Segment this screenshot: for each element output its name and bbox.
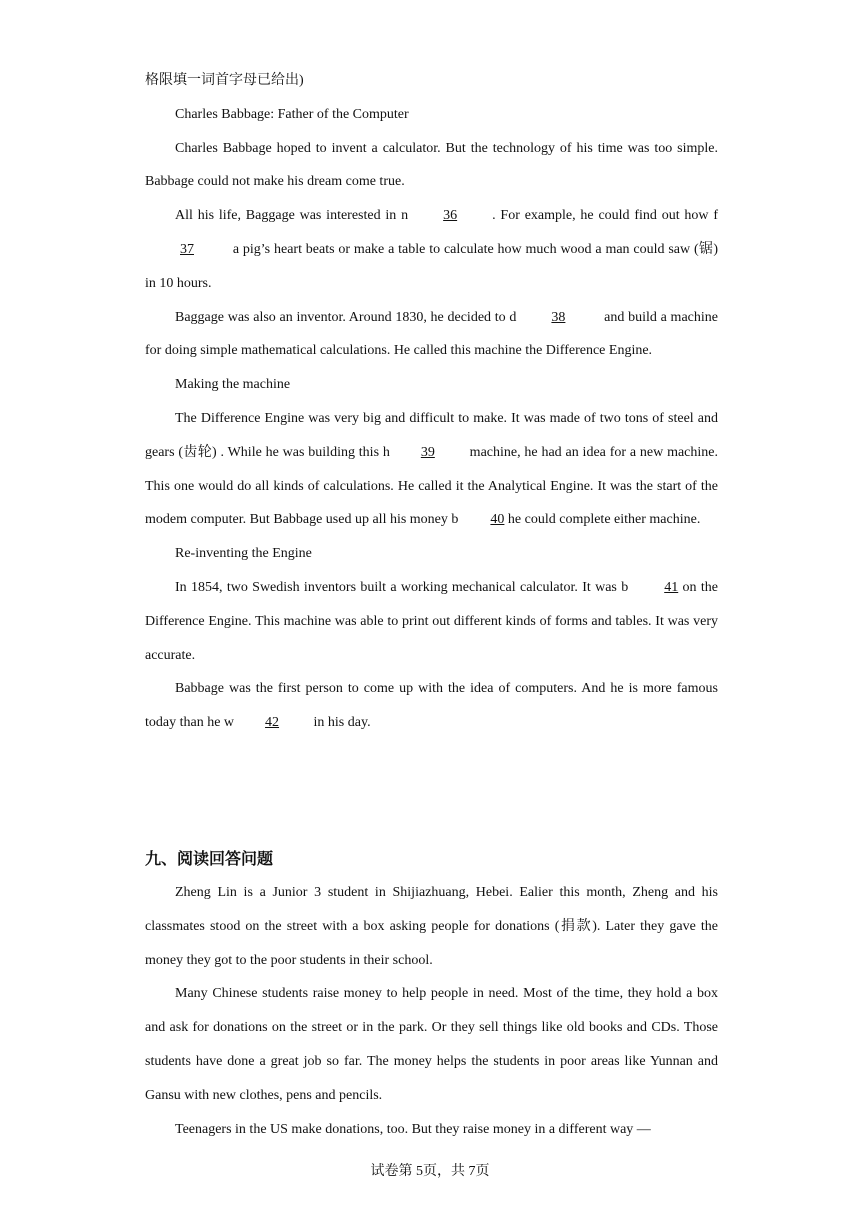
blank-37[interactable]: 37: [180, 241, 194, 257]
paragraph-3: Baggage was also an inventor. Around 1830, he decided to d 38 and build a machine for doing simple mathematical calculations. He called this machine the Difference Engine.: [145, 301, 718, 369]
subheading-making-machine: Making the machine: [175, 377, 291, 393]
page-content: [145, 64, 719, 1137]
paragraph-5: In 1854, two Swedish inventors built a working mechanical calculator. It was b 41 on the Difference Engine. This machine was able to print out different kinds of forms and tables. It was very accurate.: [145, 571, 718, 672]
blank-38[interactable]: 38: [551, 309, 566, 325]
section-heading: 九、阅读回答问题: [145, 849, 274, 868]
paragraph-1: Charles Babbage hoped to invent a calculator. But the technology of his time was too simple. Babbage could not make his dream come true.: [145, 140, 718, 190]
reading-paragraph-1: Zheng Lin is a Junior 3 student in Shijiazhuang, Hebei. Ealier this month, Zheng and his classmates stood on the street with a box asking people for donations (捐款). Later they gave the money they got to the poor students in their school.: [145, 885, 718, 968]
passage-title: Charles Babbage: Father of the Computer: [175, 106, 409, 122]
page-footer: 试卷第 5页，共 7页: [370, 1164, 490, 1179]
subheading-reinventing: Re-inventing the Engine: [175, 546, 312, 562]
blank-40[interactable]: 40: [490, 512, 505, 528]
blank-42[interactable]: 42: [265, 715, 280, 731]
reading-passage: [145, 876, 718, 1146]
paragraph-2: All his life, Baggage was interested in n 36 . For example, he could find out how f37 a pig’s heart beats or make a table to calculate how much wood a man could saw (锯) in 10 hours.: [145, 199, 718, 300]
blank-41[interactable]: 41: [664, 579, 679, 595]
reading-paragraph-2: Many Chinese students raise money to help people in need. Most of the time, they hold a box and ask for donations on the street or in the park. Or they sell things like old books and CDs. Those students have done a great job so far. The money helps the students in poor areas like Yunnan and Gansu with new clothes, pens and pencils.: [145, 986, 718, 1103]
reading-paragraph-3: Teenagers in the US make donations, too. But they raise money in a different way —: [175, 1121, 651, 1137]
blank-36[interactable]: 36: [443, 208, 458, 224]
blank-39[interactable]: 39: [420, 444, 435, 460]
paragraph-4: The Difference Engine was very big and difficult to make. It was made of two tons of steel and gears (齿轮) . While he was building this h 39 machine, he had an idea for a new machine. This one would do all kinds of calculations. He called it the Analytical Engine. It was the start of the modem computer. But Babbage used up all his money b 40 he could complete either machine.: [145, 402, 718, 537]
top-fragment: 格限填一词首字母已给出): [145, 73, 304, 88]
paragraph-6: Babbage was the first person to come up with the idea of computers. And he is more famous today than he w 42 in his day.: [145, 672, 718, 740]
